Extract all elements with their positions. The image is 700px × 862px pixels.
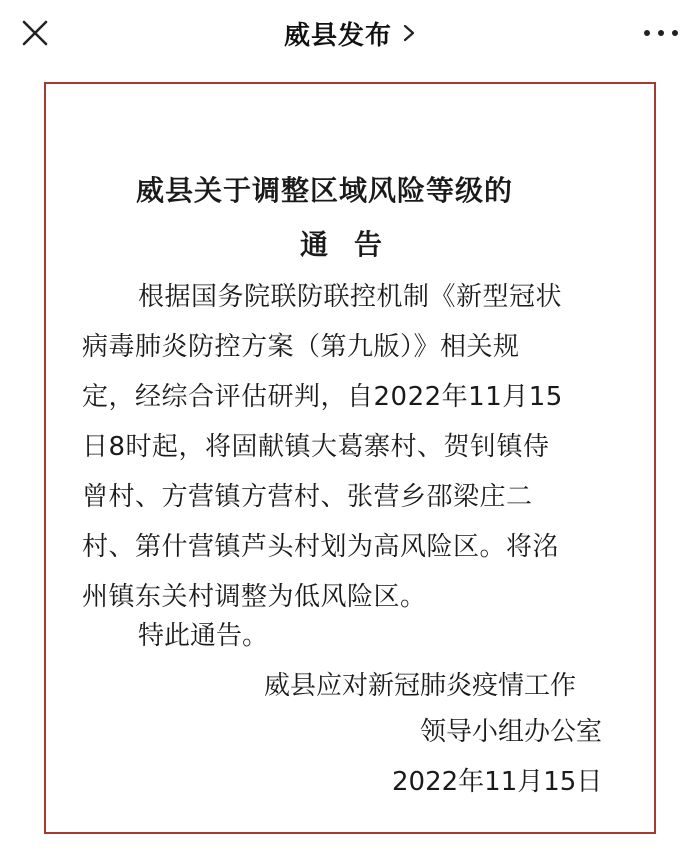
body-line: 曾村、方营镇方营村、张营乡邵梁庄二 (82, 482, 533, 512)
account-title-text: 威县发布 (283, 20, 392, 51)
body-line: 村、第什营镇芦头村划为高风险区。将洺 (82, 532, 560, 562)
more-button[interactable] (644, 18, 678, 48)
more-dot (672, 30, 678, 36)
account-title[interactable] (0, 0, 700, 66)
closing-text: 特此通告。 (138, 621, 269, 651)
signature-date: 2022年11月15日 (392, 767, 603, 797)
signature-org: 威县应对新冠肺炎疫情工作 (264, 671, 577, 701)
notice-frame (44, 82, 656, 834)
notice-subtitle: 通告 (300, 228, 409, 261)
signature-office: 领导小组办公室 (420, 717, 603, 747)
more-dot (658, 30, 664, 36)
body-line: 日8时起，将固献镇大葛寨村、贺钊镇侍 (82, 432, 550, 462)
notice-title: 威县关于调整区域风险等级的 (136, 174, 514, 207)
body-line: 病毒肺炎防控方案（第九版）》相关规 (82, 332, 520, 362)
chevron-right-icon (402, 23, 416, 43)
body-line: 定，经综合评估研判，自2022年11月15 (82, 382, 563, 412)
body-line: 州镇东关村调整为低风险区。 (82, 582, 427, 612)
body-line: 根据国务院联防联控机制《新型冠状 (138, 282, 563, 312)
more-dot (644, 30, 650, 36)
top-bar (0, 0, 700, 66)
